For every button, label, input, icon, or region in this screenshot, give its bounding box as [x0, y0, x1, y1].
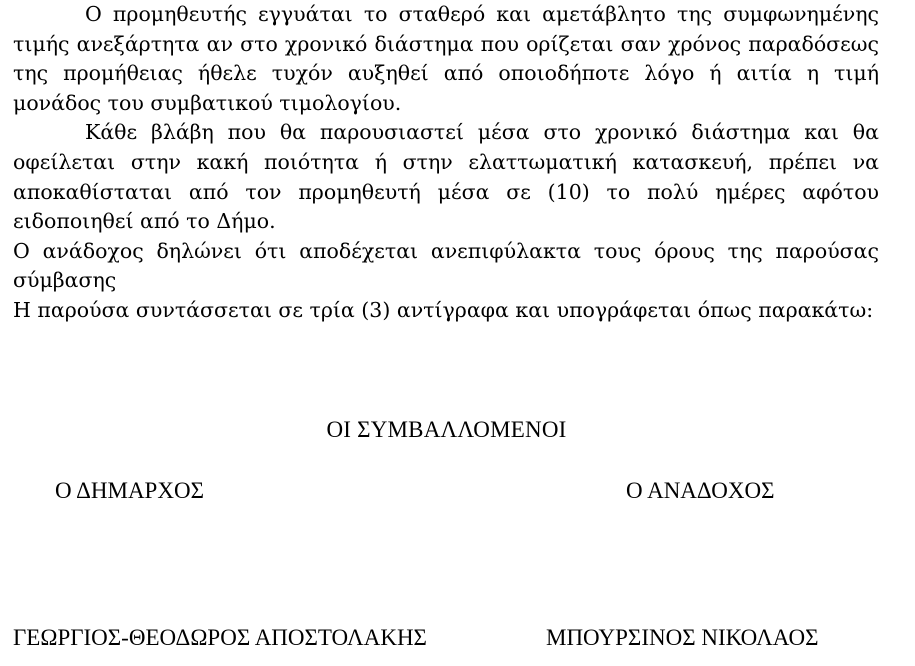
body-text — [13, 0, 879, 326]
contractor-name: ΜΠΟΥΡΣΙΝΟΣ ΝΙΚΟΛΑΟΣ — [546, 625, 819, 650]
mayor-role-label: Ο ΔΗΜΑΡΧΟΣ — [55, 478, 204, 503]
mayor-name: ΓΕΩΡΓΙΟΣ-ΘΕΟΔΩΡΟΣ ΑΠΟΣΤΟΛΑΚΗΣ — [13, 625, 427, 650]
document-page — [13, 0, 879, 326]
paragraph-price-guarantee: Ο προμηθευτής εγγυάται το σταθερό και αμετάβλητο της συμφωνημένης τιμής ανεξάρτητα αν στο χρονικό διάστημα που ορίζεται σαν χρόνος παραδόσεως της προμήθειας ήθελε τυχόν αυξηθεί από οποιοδήποτε λόγο ή αιτία η τιμή μονάδος του συμβατικού τιμολογίου. — [13, 2, 879, 115]
signatures-heading: ΟΙ ΣΥΜΒΑΛΛΟΜΕΝΟΙ — [326, 417, 567, 442]
paragraph-acceptance: Ο ανάδοχος δηλώνει ότι αποδέχεται ανεπιφύλακτα τους όρους της παρούσας σύμβασης — [13, 238, 879, 293]
contractor-role-label: Ο ΑΝΑΔΟΧΟΣ — [626, 478, 775, 503]
paragraph-copies: Η παρούσα συντάσσεται σε τρία (3) αντίγραφα και υπογράφεται όπως παρακάτω: — [13, 297, 874, 322]
paragraph-defect-repair: Κάθε βλάβη που θα παρουσιαστεί μέσα στο χρονικό διάστημα και θα οφείλεται στην κακή ποιότητα ή στην ελαττωματική κατασκευή, πρέπει να αποκαθίσταται από τον προμηθευτή μέσα σε (10) το πολύ ημέρες αφότου ειδοποιηθεί από το Δήμο. — [13, 120, 879, 234]
